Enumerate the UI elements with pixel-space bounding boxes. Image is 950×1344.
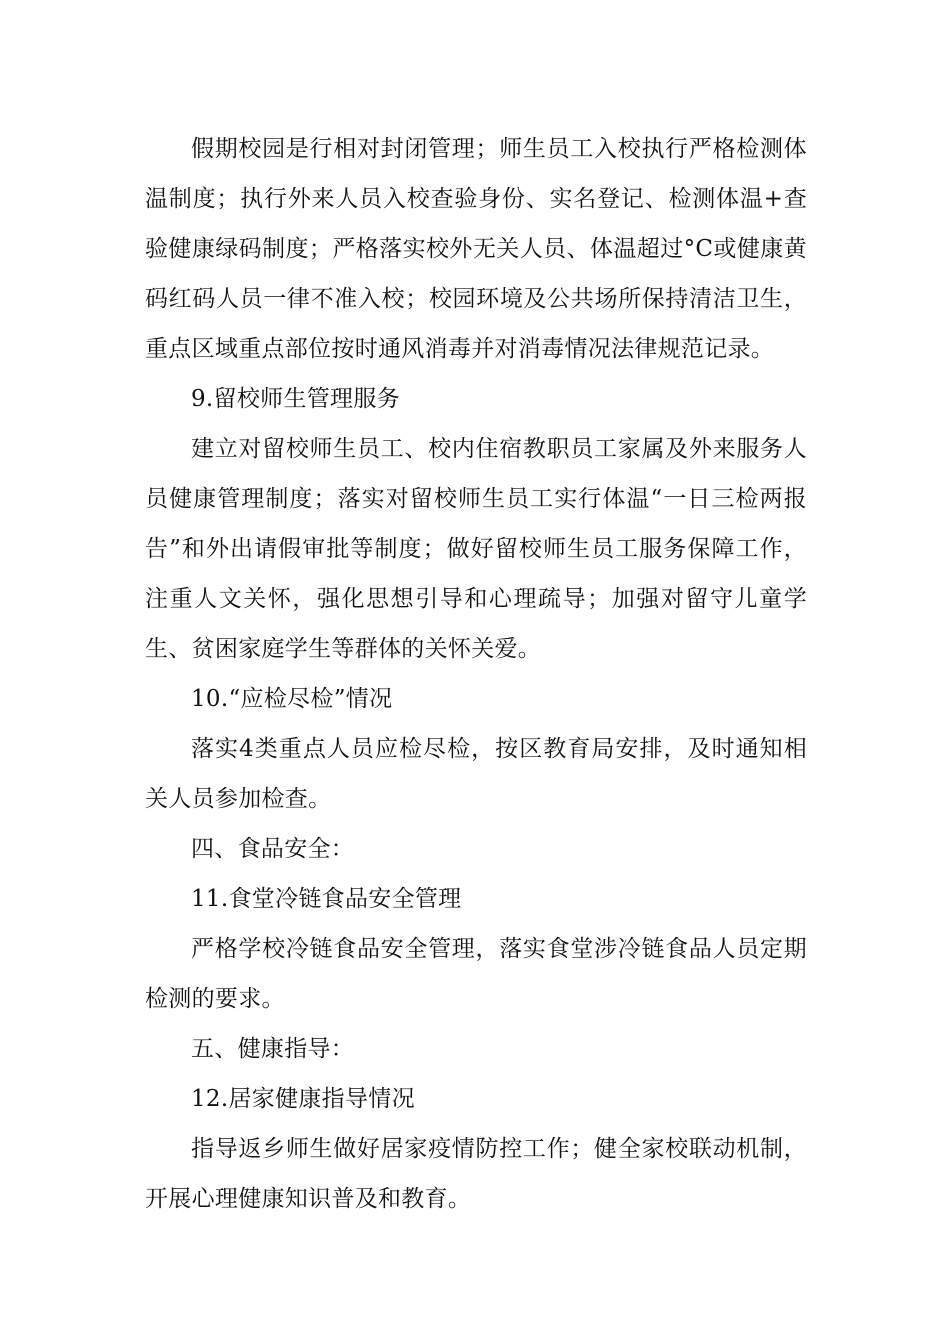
chapter-heading-food-safety: 四、食品安全： <box>191 836 355 862</box>
paragraph-home-guidance: 指导返乡师生做好居家疫情防控工作；健全家校联动机制，开展心理健康知识普及和教育。 <box>145 1136 807 1212</box>
section-heading-12: 12.居家健康指导情况 <box>191 1086 415 1112</box>
section-heading-9: 9.留校师生管理服务 <box>191 386 400 412</box>
paragraph-resident-management: 建立对留校师生员工、校内住宿教职员工家属及外来服务人员健康管理制度；落实对留校师生员工实行体温“一日三检两报告”和外出请假审批等制度；做好留校师生员工服务保障工作，注重人文关怀，强化思想引导和心理疏导；加强对留守儿童学生、贫困家庭学生等群体的关怀关爱。 <box>145 436 807 662</box>
section-heading-10: 10.“应检尽检”情况 <box>191 686 393 712</box>
chapter-heading-health-guidance: 五、健康指导： <box>191 1036 355 1062</box>
paragraph-campus-closure: 假期校园是行相对封闭管理；师生员工入校执行严格检测体温制度；执行外来人员入校查验身份、实名登记、检测体温+查验健康绿码制度；严格落实校外无关人员、体温超过°C或健康黄码红码人员一律不准入校；校园环境及公共场所保持清洁卫生，重点区域重点部位按时通风消毒并对消毒情况法律规范记录。 <box>145 136 807 362</box>
document-body <box>145 124 807 1224</box>
paragraph-cold-chain: 严格学校冷链食品安全管理，落实食堂涉冷链食品人员定期检测的要求。 <box>145 936 807 1012</box>
section-heading-11: 11.食堂冷链食品安全管理 <box>191 886 462 912</box>
paragraph-testing: 落实4类重点人员应检尽检，按区教育局安排，及时通知相关人员参加检查。 <box>145 736 807 812</box>
